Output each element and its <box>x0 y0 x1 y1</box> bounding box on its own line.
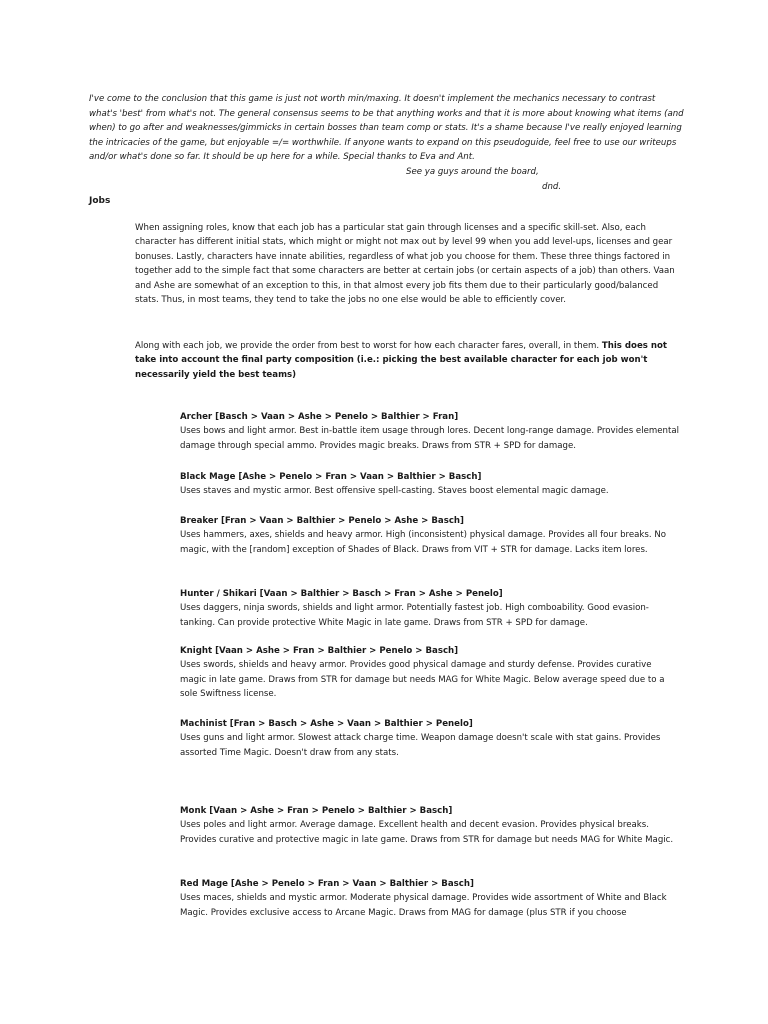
job-entry-breaker <box>180 514 680 557</box>
roles-paragraph <box>135 221 675 307</box>
order-paragraph-text <box>135 339 675 382</box>
job-entry-archer <box>180 410 680 453</box>
job-description: Uses maces, shields and mystic armor. Moderate physical damage. Provides wide assortment of White and Black Magic. Provides exclusive access to Arcane Magic. Draws from MAG for damage (plus STR if you choose <box>180 893 667 918</box>
job-entry-black-mage <box>180 470 680 499</box>
job-entry-hunter-shikari <box>180 587 680 630</box>
job-title: Monk [Vaan > Ashe > Fran > Penelo > Balthier > Basch] <box>180 806 453 816</box>
job-title: Archer [Basch > Vaan > Ashe > Penelo > Balthier > Fran] <box>180 412 459 422</box>
job-entry-red-mage <box>180 877 680 920</box>
job-description: Uses swords, shields and heavy armor. Provides good physical damage and sturdy defense. Provides curative magic in late game. Draws from STR for damage but needs MAG for White Magic. Below average speed due to a sole Swiftness license. <box>180 660 665 700</box>
job-description: Uses bows and light armor. Best in-battle item usage through lores. Decent long-range damage. Provides elemental damage through special ammo. Provides magic breaks. Draws from STR + SPD for damage. <box>180 426 680 451</box>
job-description: Uses daggers, ninja swords, shields and light armor. Potentially fastest job. High comboability. Good evasion-tanking. Can provide protective White Magic in late game. Draws from STR + SPD for damage. <box>180 603 649 628</box>
job-title: Knight [Vaan > Ashe > Fran > Balthier > Penelo > Basch] <box>180 646 459 656</box>
job-title: Machinist [Fran > Basch > Ashe > Vaan > Balthier > Penelo] <box>180 719 473 729</box>
order-paragraph-bold: This does not take into account the final party composition (i.e.: picking the best available character for each job won't necessarily yield the best teams) <box>135 341 668 380</box>
job-title: Red Mage [Ashe > Penelo > Fran > Vaan > Balthier > Basch] <box>180 879 474 889</box>
roles-paragraph-text: When assigning roles, know that each job has a particular stat gain through licenses and a specific skill-set. Also, each character has different initial stats, which might or might not max out by level 99 when you add level-ups, licenses and gear bonuses. Lastly, characters have innate abilities, regardless of what job you choose for them. These three things factored in together add to the simple fact that some characters are better at certain jobs (or certain aspects of a job) than others. Vaan and Ashe are somewhat of an exception to this, in that almost every job fits them due to their particularly good/balanced stats. Thus, in most teams, they tend to take the jobs no one else would be able to efficiently cover. <box>135 223 675 306</box>
job-description: Uses guns and light armor. Slowest attack charge time. Weapon damage doesn't scale with stat gains. Provides assorted Time Magic. Doesn't draw from any stats. <box>180 733 661 758</box>
signoff-line-2: dnd. <box>542 182 562 192</box>
intro-paragraph: I've come to the conclusion that this game is just not worth min/maxing. It doesn't implement the mechanics necessary to contrast what's 'best' from what's not. The general consensus seems to be that anything works and that it is more about knowing what items (and when) to go after and weaknesses/gimmicks in certain bosses than team comp or stats. It's a shame because I've really enjoyed learning the intricacies of the game, but enjoyable =/= worthwhile. If anyone wants to expand on this pseudoguide, feel free to use our writeups and/or what's done so far. It should be up here for a while. Special thanks to Eva and Ant. <box>89 94 684 163</box>
job-description: Uses staves and mystic armor. Best offensive spell-casting. Staves boost elemental magic damage. <box>180 486 609 497</box>
job-entry-knight <box>180 644 680 702</box>
job-description: Uses poles and light armor. Average damage. Excellent health and decent evasion. Provides physical breaks. Provides curative and protective magic in late game. Draws from STR for damage but needs MAG for White Magic. <box>180 820 674 845</box>
job-title: Breaker [Fran > Vaan > Balthier > Penelo > Ashe > Basch] <box>180 516 464 526</box>
section-title-jobs: Jobs <box>89 196 111 206</box>
order-paragraph <box>135 339 675 382</box>
job-title: Hunter / Shikari [Vaan > Balthier > Basch > Fran > Ashe > Penelo] <box>180 589 503 599</box>
job-entry-machinist <box>180 717 680 760</box>
intro-text <box>89 92 685 165</box>
signoff-line-1: See ya guys around the board, <box>406 167 539 177</box>
job-title: Black Mage [Ashe > Penelo > Fran > Vaan > Balthier > Basch] <box>180 472 482 482</box>
job-entry-monk <box>180 804 680 847</box>
order-paragraph-normal: Along with each job, we provide the order from best to worst for how each character fares, overall, in them. <box>135 341 602 351</box>
job-description: Uses hammers, axes, shields and heavy armor. High (inconsistent) physical damage. Provides all four breaks. No magic, with the [random] exception of Shades of Black. Draws from VIT + STR for damage. Lacks item lores. <box>180 530 667 555</box>
